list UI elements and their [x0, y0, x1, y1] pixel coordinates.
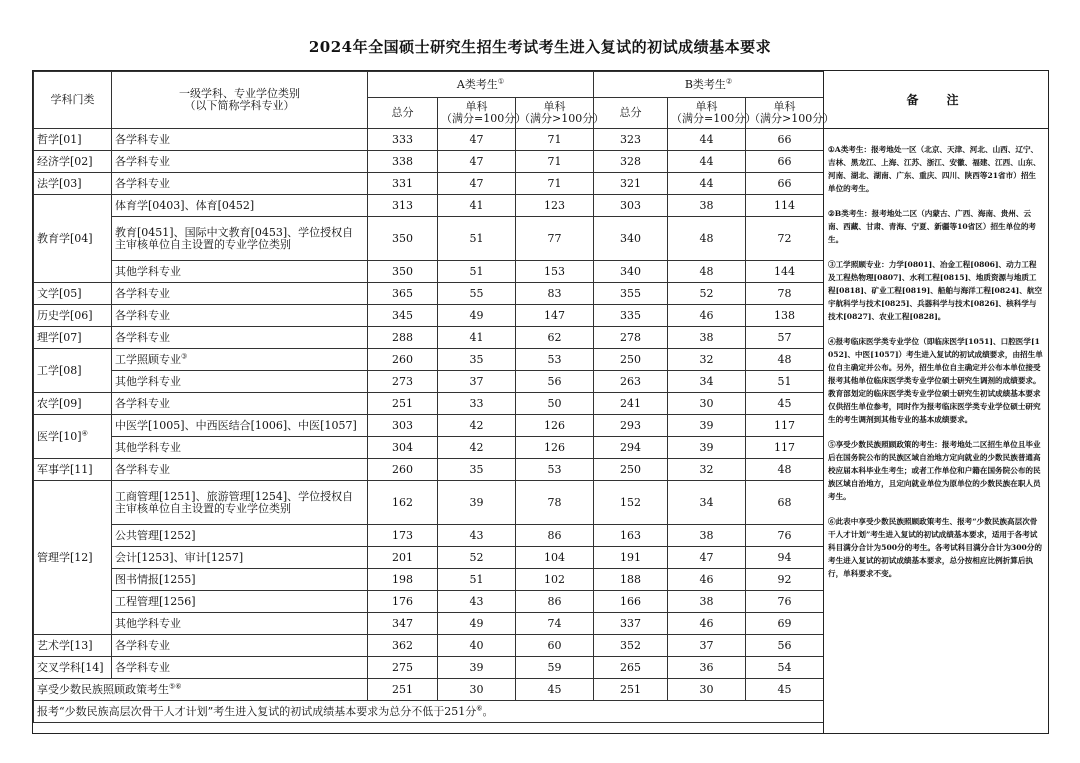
major-cell	[112, 415, 368, 437]
table-row	[34, 283, 824, 305]
discipline-cell	[34, 393, 112, 415]
discipline-cell	[34, 481, 112, 635]
score-cell-a-single-gt100: 50	[516, 393, 594, 415]
score-cell-b-single-100: 36	[668, 657, 746, 679]
score-cell-a-total: 333	[368, 129, 438, 151]
note-item: ⑥此表中享受少数民族照顾政策考生、报考“少数民族高层次骨干人才计划”考生进入复试的初试成绩基本要求，适用于各考试科目满分合计为500分的考生。各考试科目满分合计为300分的考生进入复试的初试成绩基本要求，总分按相应比例折算后执行，单科要求不变。	[828, 517, 1042, 578]
table-row	[34, 547, 824, 569]
score-cell-a-total: 251	[368, 393, 438, 415]
major-cell	[112, 437, 368, 459]
discipline-cell	[34, 657, 112, 679]
discipline-cell	[34, 305, 112, 327]
discipline-label: 历史学[06]	[37, 308, 93, 322]
score-cell-b-single-gt100: 92	[746, 569, 824, 591]
discipline-label: 教育学[04]	[37, 231, 93, 245]
major-cell	[112, 591, 368, 613]
score-cell-a-total: 338	[368, 151, 438, 173]
score-cell-b-single-100: 52	[668, 283, 746, 305]
minority-row	[34, 679, 824, 701]
score-cell-a-single-gt100: 77	[516, 217, 594, 261]
header-b-single-gt100-line1: 单科	[773, 100, 796, 113]
discipline-label: 文学[05]	[37, 286, 82, 300]
table-row	[34, 525, 824, 547]
header-group-b-mark: ②	[725, 76, 733, 85]
header-major	[112, 72, 368, 129]
score-cell-b-single-100: 32	[668, 349, 746, 371]
major-cell	[112, 657, 368, 679]
major-label: 其他学科专业	[115, 440, 181, 454]
footer-text: 报考“少数民族高层次骨干人才计划”考生进入复试的初试成绩基本要求为总分不低于251分	[37, 704, 477, 718]
major-label: 各学科专业	[115, 308, 170, 322]
score-cell-a-single-100: 42	[438, 415, 516, 437]
score-cell-b-total: 278	[594, 327, 668, 349]
score-cell-a-single-100: 41	[438, 195, 516, 217]
score-cell-b-single-gt100: 56	[746, 635, 824, 657]
discipline-label: 军事学[11]	[37, 462, 93, 476]
score-table	[33, 71, 835, 723]
score-cell-a-single-100: 43	[438, 525, 516, 547]
minority-label: 享受少数民族照顾政策考生	[37, 682, 169, 696]
table-row	[34, 305, 824, 327]
major-label: 各学科专业	[115, 132, 170, 146]
score-cell-a-single-100: 41	[438, 327, 516, 349]
major-cell	[112, 547, 368, 569]
score-cell-b-single-100: 48	[668, 261, 746, 283]
major-label: 教育[0451]、国际中文教育[0453]、学位授权自主审核单位自主设置的专业学位类别	[115, 225, 354, 251]
score-cell-a-total: 162	[368, 481, 438, 525]
minority-note-mark: ⑤⑥	[169, 681, 182, 690]
score-cell-a-single-gt100: 71	[516, 129, 594, 151]
score-cell-a-total: 198	[368, 569, 438, 591]
score-cell-b-single-gt100: 68	[746, 481, 824, 525]
footer-cell	[34, 701, 824, 723]
score-cell-b-total: 250	[594, 459, 668, 481]
score-cell-a-single-100: 51	[438, 217, 516, 261]
table-row	[34, 217, 824, 261]
major-label: 各学科专业	[115, 286, 170, 300]
major-label: 各学科专业	[115, 176, 170, 190]
major-label: 各学科专业	[115, 638, 170, 652]
discipline-label: 艺术学[13]	[37, 638, 93, 652]
score-cell-a-single-100: 51	[438, 261, 516, 283]
major-cell	[112, 525, 368, 547]
score-cell-b-single-100: 44	[668, 129, 746, 151]
table-row	[34, 371, 824, 393]
score-cell-a-single-100: 49	[438, 305, 516, 327]
score-cell-b-single-gt100: 144	[746, 261, 824, 283]
major-label: 其他学科专业	[115, 264, 181, 278]
score-cell-a-single-gt100: 102	[516, 569, 594, 591]
score-cell-a-total: 260	[368, 459, 438, 481]
discipline-label: 经济学[02]	[37, 154, 93, 168]
major-label: 中医学[1005]、中西医结合[1006]、中医[1057]	[115, 418, 357, 432]
table-row	[34, 129, 824, 151]
major-cell	[112, 635, 368, 657]
header-group-a	[368, 72, 594, 98]
score-cell-a-single-gt100: 86	[516, 591, 594, 613]
score-cell-b-single-gt100: 66	[746, 151, 824, 173]
score-cell-b-single-100: 37	[668, 635, 746, 657]
major-label: 其他学科专业	[115, 374, 181, 388]
score-cell-b-single-100: 32	[668, 459, 746, 481]
score-cell-a-single-100: 52	[438, 547, 516, 569]
score-cell-a-single-gt100: 126	[516, 415, 594, 437]
score-requirements-sheet	[32, 70, 1049, 734]
score-cell-a-total: 362	[368, 635, 438, 657]
header-a-single-100-line2: （满分=100分）	[441, 112, 527, 125]
header-a-single-100-line1: 单科	[465, 100, 488, 113]
table-row	[34, 459, 824, 481]
score-cell-b-total: 250	[594, 349, 668, 371]
score-cell-a-single-gt100: 60	[516, 635, 594, 657]
notes-header: 备 注	[824, 71, 1049, 129]
discipline-cell	[34, 327, 112, 349]
score-cell-b-total: 265	[594, 657, 668, 679]
header-a-total: 总分	[368, 98, 438, 129]
score-cell-b-single-gt100: 72	[746, 217, 824, 261]
table-row	[34, 173, 824, 195]
score-cell-a-single-gt100: 62	[516, 327, 594, 349]
table-body	[34, 129, 824, 723]
score-cell-b-single-gt100: 76	[746, 525, 824, 547]
major-label: 其他学科专业	[115, 616, 181, 630]
minority-score-b-single-gt100: 45	[746, 679, 824, 701]
major-cell	[112, 261, 368, 283]
major-note-mark: ③	[181, 351, 188, 360]
major-label: 各学科专业	[115, 660, 170, 674]
score-cell-b-total: 352	[594, 635, 668, 657]
score-cell-b-single-100: 38	[668, 525, 746, 547]
major-cell	[112, 371, 368, 393]
major-label: 工学照顾专业	[115, 352, 181, 366]
score-cell-a-single-gt100: 123	[516, 195, 594, 217]
discipline-cell	[34, 173, 112, 195]
major-label: 图书情报[1255]	[115, 572, 196, 586]
score-cell-a-total: 350	[368, 261, 438, 283]
discipline-label: 理学[07]	[37, 330, 82, 344]
major-label: 工程管理[1256]	[115, 594, 196, 608]
score-cell-b-total: 335	[594, 305, 668, 327]
major-label: 工商管理[1251]、旅游管理[1254]、学位授权自主审核单位自主设置的专业学位类别	[115, 489, 354, 515]
header-group-a-label: A类考生	[456, 77, 498, 91]
score-cell-b-single-100: 44	[668, 173, 746, 195]
score-cell-b-single-gt100: 94	[746, 547, 824, 569]
score-cell-b-single-gt100: 45	[746, 393, 824, 415]
score-cell-b-total: 152	[594, 481, 668, 525]
header-a-single-100	[438, 98, 527, 129]
table-row	[34, 393, 824, 415]
score-cell-a-total: 347	[368, 613, 438, 635]
score-cell-a-single-gt100: 86	[516, 525, 594, 547]
score-cell-b-single-100: 39	[668, 415, 746, 437]
score-cell-a-total: 260	[368, 349, 438, 371]
score-cell-b-single-gt100: 78	[746, 283, 824, 305]
score-cell-b-single-100: 39	[668, 437, 746, 459]
score-cell-b-total: 163	[594, 525, 668, 547]
major-label: 体育学[0403]、体育[0452]	[115, 198, 255, 212]
score-cell-b-single-gt100: 117	[746, 415, 824, 437]
header-group-b-label: B类考生	[684, 77, 726, 91]
footer-end: 。	[482, 704, 494, 718]
score-cell-a-single-gt100: 147	[516, 305, 594, 327]
minority-score-a-total: 251	[368, 679, 438, 701]
discipline-label: 医学[10]	[37, 429, 82, 443]
score-cell-b-total: 328	[594, 151, 668, 173]
score-cell-a-total: 201	[368, 547, 438, 569]
score-cell-a-total: 176	[368, 591, 438, 613]
header-discipline: 学科门类	[34, 72, 112, 129]
score-cell-a-total: 350	[368, 217, 438, 261]
score-cell-a-single-gt100: 74	[516, 613, 594, 635]
major-label: 各学科专业	[115, 154, 170, 168]
note-item: ①A类考生：报考地处一区（北京、天津、河北、山西、辽宁、吉林、黑龙江、上海、江苏、浙江、安徽、福建、江西、山东、河南、湖北、湖南、广东、重庆、四川、陕西等21省市）招生单位的考生。	[828, 145, 1041, 193]
score-cell-b-single-100: 38	[668, 591, 746, 613]
discipline-label: 管理学[12]	[37, 550, 93, 564]
table-row	[34, 327, 824, 349]
major-label: 会计[1253]、审计[1257]	[115, 550, 244, 564]
score-cell-a-single-100: 42	[438, 437, 516, 459]
score-cell-b-total: 340	[594, 261, 668, 283]
score-cell-a-single-100: 39	[438, 657, 516, 679]
score-cell-a-total: 273	[368, 371, 438, 393]
score-cell-a-single-100: 47	[438, 129, 516, 151]
table-row	[34, 657, 824, 679]
score-cell-a-single-100: 35	[438, 349, 516, 371]
minority-score-a-single-gt100: 45	[516, 679, 594, 701]
major-label: 各学科专业	[115, 396, 170, 410]
score-cell-b-single-100: 46	[668, 613, 746, 635]
major-cell	[112, 349, 368, 371]
note-item: ③工学照顾专业：力学[0801]、冶金工程[0806]、动力工程及工程热物理[0807]、水利工程[0815]、地质资源与地质工程[0818]、矿业工程[0819]、船舶与海洋工程[0824]、航空宇航科学与技术[0825]、兵器科学与技术[0826]、核科学与技术[0827]、农业工程[0828]。	[828, 260, 1043, 321]
major-cell	[112, 173, 368, 195]
score-cell-b-total: 323	[594, 129, 668, 151]
score-cell-b-single-100: 46	[668, 569, 746, 591]
header-a-single-gt100-line1: 单科	[543, 100, 566, 113]
header-b-total: 总分	[594, 98, 668, 129]
header-major-line2: （以下简称学科专业）	[184, 99, 295, 112]
score-cell-a-total: 288	[368, 327, 438, 349]
major-cell	[112, 195, 368, 217]
header-b-single-100-line2: （满分=100分）	[671, 112, 757, 125]
score-cell-a-single-gt100: 71	[516, 151, 594, 173]
score-cell-a-total: 313	[368, 195, 438, 217]
discipline-cell	[34, 349, 112, 393]
table-row	[34, 261, 824, 283]
table-row	[34, 569, 824, 591]
major-cell	[112, 569, 368, 591]
score-cell-b-single-gt100: 69	[746, 613, 824, 635]
score-cell-b-single-gt100: 57	[746, 327, 824, 349]
table-row	[34, 635, 824, 657]
score-cell-a-total: 303	[368, 415, 438, 437]
table-row	[34, 613, 824, 635]
score-cell-a-single-100: 47	[438, 173, 516, 195]
discipline-cell	[34, 151, 112, 173]
header-b-single-100	[668, 98, 757, 129]
score-cell-b-single-100: 34	[668, 371, 746, 393]
score-cell-a-single-gt100: 78	[516, 481, 594, 525]
score-cell-a-single-gt100: 56	[516, 371, 594, 393]
score-cell-b-total: 191	[594, 547, 668, 569]
score-cell-a-single-gt100: 53	[516, 459, 594, 481]
discipline-label: 农学[09]	[37, 396, 82, 410]
header-major-line1: 一级学科、专业学位类别	[179, 87, 300, 100]
major-label: 各学科专业	[115, 462, 170, 476]
discipline-cell	[34, 129, 112, 151]
table-row	[34, 415, 824, 437]
header-group-b	[594, 72, 824, 98]
score-cell-a-total: 304	[368, 437, 438, 459]
header-a-single-gt100	[516, 98, 605, 129]
header-a-single-gt100-line2: （满分>100分）	[519, 112, 605, 125]
page-title: 2024年全国硕士研究生招生考试考生进入复试的初试成绩基本要求	[308, 38, 772, 56]
major-cell	[112, 129, 368, 151]
table-row	[34, 437, 824, 459]
score-cell-a-single-100: 49	[438, 613, 516, 635]
score-cell-b-single-gt100: 54	[746, 657, 824, 679]
score-cell-b-single-100: 38	[668, 195, 746, 217]
notes-panel	[823, 71, 1049, 733]
score-cell-a-single-gt100: 104	[516, 547, 594, 569]
score-cell-b-single-100: 46	[668, 305, 746, 327]
table-row	[34, 481, 824, 525]
major-cell	[112, 613, 368, 635]
discipline-cell	[34, 195, 112, 283]
score-cell-b-total: 293	[594, 415, 668, 437]
score-cell-b-single-gt100: 51	[746, 371, 824, 393]
score-cell-b-total: 188	[594, 569, 668, 591]
score-cell-b-single-gt100: 48	[746, 349, 824, 371]
major-cell	[112, 217, 368, 261]
major-label: 各学科专业	[115, 330, 170, 344]
score-cell-a-single-100: 37	[438, 371, 516, 393]
major-cell	[112, 481, 368, 525]
footer-note-mark: ⑥	[476, 703, 483, 712]
score-cell-b-single-gt100: 76	[746, 591, 824, 613]
discipline-cell	[34, 415, 112, 459]
discipline-label: 哲学[01]	[37, 132, 82, 146]
minority-score-b-single-100: 30	[668, 679, 746, 701]
discipline-cell	[34, 283, 112, 305]
major-cell	[112, 151, 368, 173]
score-cell-a-single-100: 35	[438, 459, 516, 481]
major-cell	[112, 305, 368, 327]
table-row	[34, 195, 824, 217]
score-cell-a-single-gt100: 126	[516, 437, 594, 459]
score-cell-a-total: 275	[368, 657, 438, 679]
major-label: 公共管理[1252]	[115, 528, 196, 542]
score-cell-a-total: 173	[368, 525, 438, 547]
score-cell-a-single-100: 47	[438, 151, 516, 173]
minority-score-b-total: 251	[594, 679, 668, 701]
score-cell-a-single-gt100: 71	[516, 173, 594, 195]
discipline-label: 交叉学科[14]	[37, 660, 104, 674]
table-row	[34, 591, 824, 613]
score-cell-a-single-100: 40	[438, 635, 516, 657]
header-group-a-mark: ①	[497, 76, 505, 85]
header-b-single-gt100-line2: （满分>100分）	[749, 112, 835, 125]
major-cell	[112, 459, 368, 481]
minority-label-cell	[34, 679, 368, 701]
score-cell-a-single-100: 43	[438, 591, 516, 613]
score-cell-b-single-gt100: 114	[746, 195, 824, 217]
score-cell-a-single-gt100: 53	[516, 349, 594, 371]
table-row	[34, 151, 824, 173]
score-cell-a-single-gt100: 153	[516, 261, 594, 283]
score-cell-b-single-100: 30	[668, 393, 746, 415]
score-cell-b-single-100: 47	[668, 547, 746, 569]
score-cell-b-total: 166	[594, 591, 668, 613]
score-cell-b-single-gt100: 138	[746, 305, 824, 327]
major-cell	[112, 283, 368, 305]
score-cell-a-single-100: 55	[438, 283, 516, 305]
discipline-cell	[34, 459, 112, 481]
discipline-cell	[34, 635, 112, 657]
score-cell-b-total: 337	[594, 613, 668, 635]
score-cell-b-single-gt100: 66	[746, 173, 824, 195]
score-cell-b-single-gt100: 117	[746, 437, 824, 459]
score-cell-b-total: 294	[594, 437, 668, 459]
score-cell-b-total: 355	[594, 283, 668, 305]
score-cell-a-single-100: 51	[438, 569, 516, 591]
score-cell-a-total: 345	[368, 305, 438, 327]
score-cell-b-total: 321	[594, 173, 668, 195]
header-b-single-100-line1: 单科	[695, 100, 718, 113]
score-cell-b-total: 303	[594, 195, 668, 217]
note-item: ②B类考生：报考地处二区（内蒙古、广西、海南、贵州、云南、西藏、甘肃、青海、宁夏、新疆等10省区）招生单位的考生。	[828, 209, 1037, 244]
score-cell-b-total: 340	[594, 217, 668, 261]
table-row	[34, 349, 824, 371]
score-cell-b-single-100: 38	[668, 327, 746, 349]
footer-row	[34, 701, 824, 723]
notes-body	[824, 129, 1049, 580]
major-cell	[112, 393, 368, 415]
discipline-note-mark: ④	[81, 428, 88, 437]
major-cell	[112, 327, 368, 349]
score-cell-a-single-gt100: 59	[516, 657, 594, 679]
score-cell-a-single-100: 33	[438, 393, 516, 415]
note-item: ⑤享受少数民族照顾政策的考生：报考地处二区招生单位且毕业后在国务院公布的民族区域自治地方定向就业的少数民族普通高校应届本科毕业生考生；或者工作单位和户籍在国务院公布的民族区域自治地方，且定向就业单位为原单位的少数民族在职人员考生。	[828, 440, 1041, 501]
discipline-label: 法学[03]	[37, 176, 82, 190]
score-cell-b-single-gt100: 48	[746, 459, 824, 481]
score-cell-a-total: 365	[368, 283, 438, 305]
note-item: ④报考临床医学类专业学位（即临床医学[1051]、口腔医学[1052]、中医[1057]）考生进入复试的初试成绩要求，由招生单位自主确定并公布。另外，招生单位自主确定并公布本单位接受报考其他单位临床医学类专业学位硕士研究生调剂的成绩要求。教育部划定的临床医学类专业学位硕士研究生初试成绩基本要求仅供招生单位参考，同时作为报考临床医学类专业学位硕士研究生的考生调剂到其他专业的基本成绩要求。	[828, 337, 1043, 424]
score-cell-a-single-gt100: 83	[516, 283, 594, 305]
score-cell-a-single-100: 39	[438, 481, 516, 525]
score-cell-b-single-gt100: 66	[746, 129, 824, 151]
score-cell-b-single-100: 48	[668, 217, 746, 261]
header-b-single-gt100	[746, 98, 835, 129]
score-cell-a-total: 331	[368, 173, 438, 195]
score-cell-b-total: 241	[594, 393, 668, 415]
minority-score-a-single-100: 30	[438, 679, 516, 701]
discipline-label: 工学[08]	[37, 363, 82, 377]
score-cell-b-single-100: 34	[668, 481, 746, 525]
score-cell-b-total: 263	[594, 371, 668, 393]
score-cell-b-single-100: 44	[668, 151, 746, 173]
